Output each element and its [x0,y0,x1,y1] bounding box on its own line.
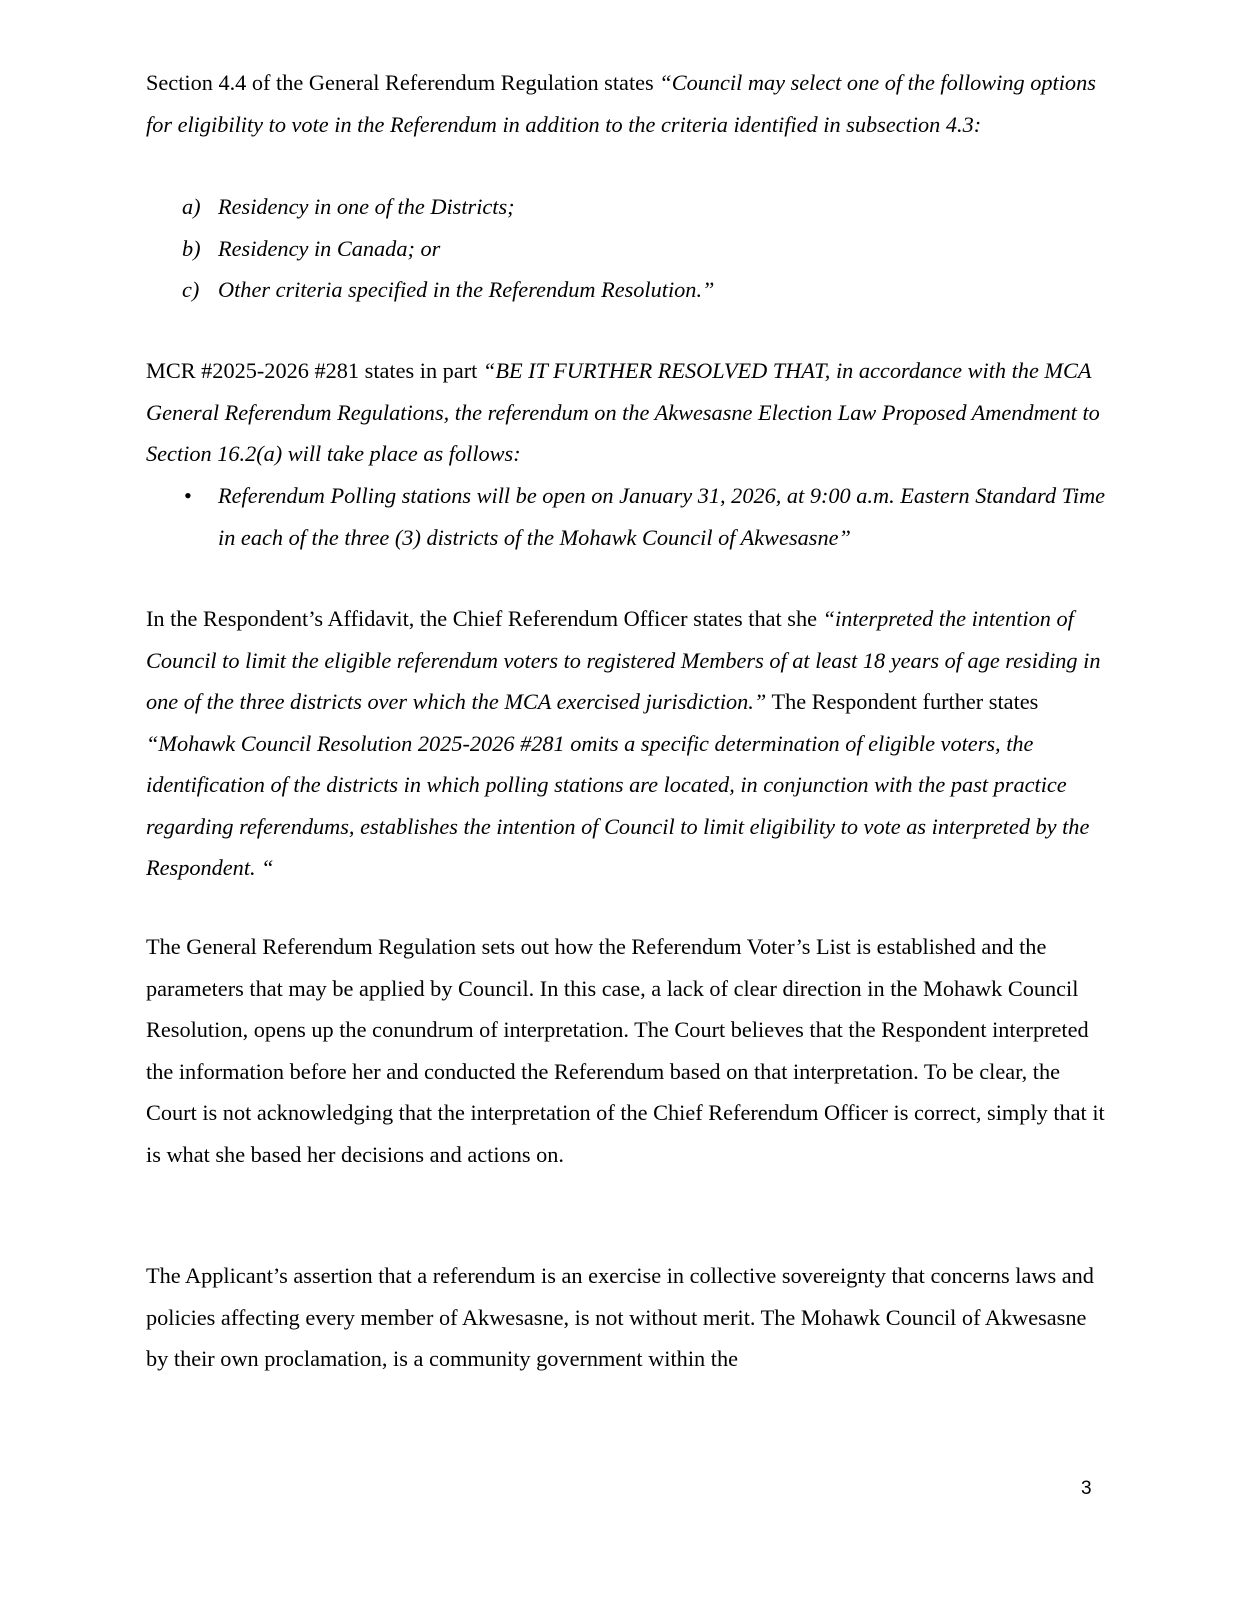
quoted-text-2: “Mohawk Council Resolution 2025-2026 #281 omits a specific determination of eligible voters, the identification of the districts in which polling stations are located, in conjunction with the past practice regarding referendums, establishes the intention of Council to limit eligibility to vote as interpreted by the Respondent. “ [146,730,1090,880]
list-item-text: Residency in Canada; or [218,235,441,261]
eligibility-options-list [146,186,1106,311]
paragraph-respondent-affidavit [146,598,1106,889]
paragraph-applicant-assertion [146,1255,1106,1380]
page-number: 3 [1081,1478,1092,1499]
paragraph-text: The General Referendum Regulation sets out how the Referendum Voter’s List is established and the parameters that may be applied by Council. In this case, a lack of clear direction in the Mohawk Council Resolution, opens up the conundrum of interpretation. The Court believes that the Respondent interpreted the information before her and conducted the Referendum based on that interpretation. To be clear, the Court is not acknowledging that the interpretation of the Chief Referendum Officer is correct, simply that it is what she based her decisions and actions on. [146,934,1105,1167]
paragraph-lead-2: The Respondent further states [766,689,1039,714]
list-marker: b) [182,235,201,261]
paragraph-text: The Applicant’s assertion that a referendum is an exercise in collective sovereignty that concerns laws and policies affecting every member of Akwesasne, is not without merit. The Mohawk Council of Akwesasne by their own proclamation, is a community government within the [146,1263,1094,1371]
paragraph-section-4-4 [146,62,1106,145]
resolution-bullet-list [146,475,1106,558]
list-item [146,228,1106,270]
list-item [146,186,1106,228]
list-item [146,269,1106,311]
paragraph-lead: Section 4.4 of the General Referendum Regulation states [146,70,660,95]
list-marker: c) [182,277,200,302]
paragraph-lead: MCR #2025-2026 #281 states in part [146,358,483,383]
quoted-text: “BE IT FURTHER RESOLVED THAT, in accordance with the MCA General Referendum Regulations, the referendum on the Akwesasne Election Law Proposed Amendment to Section 16.2(a) will take place as follows: [146,358,1100,466]
list-item [146,475,1106,558]
list-item-text: Referendum Polling stations will be open on January 31, 2026, at 9:00 a.m. Eastern Standard Time in each of the three (3) districts of the Mohawk Council of Akwesasne” [218,483,1106,550]
paragraph-lead: In the Respondent’s Affidavit, the Chief Referendum Officer states that she [146,606,823,631]
quoted-text: “interpreted the intention of Council to limit the eligible referendum voters to registered Members of at least 18 years of age residing in one of the three districts over which the MCA exercised jurisdiction.” [146,606,1101,714]
list-item-text: Residency in one of the Districts; [218,194,515,219]
bullet-icon: • [184,483,192,508]
list-item-text: Other criteria specified in the Referendum Resolution.” [218,277,715,302]
paragraph-mcr-281 [146,350,1106,475]
quoted-text: “Council may select one of the following options for eligibility to vote in the Referendum in addition to the criteria identified in subsection 4.3: [146,70,1096,137]
paragraph-voters-list [146,926,1106,1175]
list-marker: a) [182,194,201,219]
